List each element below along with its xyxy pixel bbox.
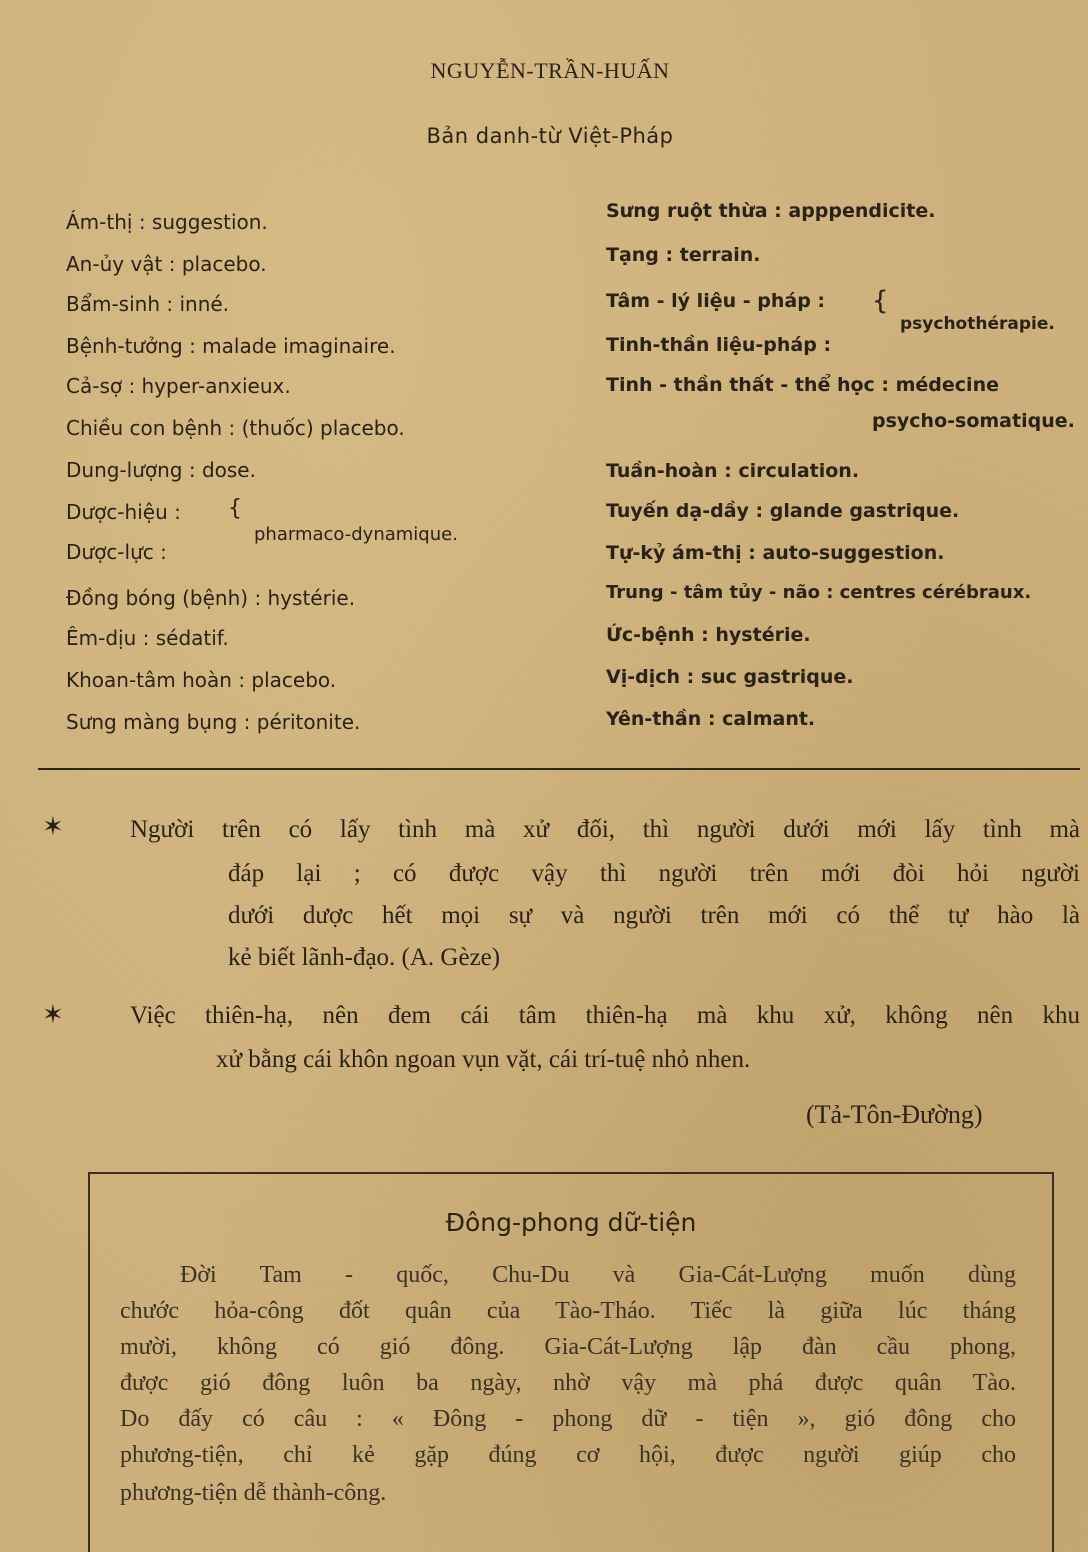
glossary-entry: Bệnh-tưởng : malade imaginaire. xyxy=(66,334,396,358)
glossary-entry: An-ủy vật : placebo. xyxy=(66,252,267,276)
quote-author: (Tả-Tôn-Đường) xyxy=(806,1100,983,1129)
glossary-entry: Đồng bóng (bệnh) : hystérie. xyxy=(66,586,356,610)
glossary-entry: Tạng : terrain. xyxy=(606,244,761,266)
glossary-entry: Ức-bệnh : hystérie. xyxy=(606,624,811,646)
glossary-entry: Tự-kỷ ám-thị : auto-suggestion. xyxy=(606,542,945,564)
glossary-entry: Tâm - lý liệu - pháp : xyxy=(606,290,826,312)
section-divider xyxy=(38,768,1080,770)
glossary-entry: Dược-hiệu : xyxy=(66,500,181,524)
glossary-entry: Trung - tâm tủy - não : centres cérébraux. xyxy=(606,582,1032,603)
glossary-entry: Cả-sợ : hyper-anxieux. xyxy=(66,374,291,398)
glossary-entry: Tinh-thần liệu-pháp : xyxy=(606,334,832,356)
glossary-entry: pharmaco-dynamique. xyxy=(254,524,458,545)
box-line: mười, không có gió đông. Gia-Cát-Lượng lập đàn cầu phong, xyxy=(120,1334,1016,1360)
glossary-entry: Yên-thần : calmant. xyxy=(606,708,816,730)
glossary-entry: Sưng ruột thừa : apppendicite. xyxy=(606,200,936,222)
quote-line: Người trên có lấy tình mà xử đối, thì người dưới mới lấy tình mà xyxy=(130,816,1080,843)
glossary-entry: Sưng màng bụng : péritonite. xyxy=(66,710,361,734)
star-icon: ✶ xyxy=(42,1000,64,1030)
glossary-title: Bản danh-từ Việt-Pháp xyxy=(426,124,674,148)
glossary-entry: Khoan-tâm hoàn : placebo. xyxy=(66,668,337,692)
author-name: NGUYỄN-TRẦN-HUẤN xyxy=(430,58,670,83)
glossary-entry: Tuyến dạ-dầy : glande gastrique. xyxy=(606,500,960,522)
box-line: Đời Tam - quốc, Chu-Du và Gia-Cát-Lượng muốn dùng xyxy=(180,1262,1016,1288)
box-line: chước hỏa-công đốt quân của Tào-Tháo. Tiếc là giữa lúc tháng xyxy=(120,1298,1016,1324)
box-line: phương-tiện, chỉ kẻ gặp đúng cơ hội, được người giúp cho xyxy=(120,1442,1016,1468)
glossary-entry: Bẩm-sinh : inné. xyxy=(66,292,230,316)
glossary-entry: Ám-thị : suggestion. xyxy=(66,210,268,234)
quote-line: dưới dược hết mọi sự và người trên mới có thể tự hào là xyxy=(228,902,1080,929)
glossary-entry: Tuần-hoàn : circulation. xyxy=(606,460,860,482)
box-line: phương-tiện dễ thành-công. xyxy=(120,1480,387,1506)
glossary-entry: psychothérapie. xyxy=(900,314,1055,334)
brace-open-icon: { xyxy=(872,286,889,316)
glossary-entry: Chiều con bệnh : (thuốc) placebo. xyxy=(66,416,405,440)
glossary-entry: Êm-dịu : sédatif. xyxy=(66,626,229,650)
box-title: Đông-phong dữ-tiện xyxy=(445,1208,697,1237)
glossary-entry: Dung-lượng : dose. xyxy=(66,458,256,482)
glossary-entry: Tinh - thần thất - thể học : médecine xyxy=(606,374,999,396)
quote-line: Việc thiên-hạ, nên đem cái tâm thiên-hạ mà khu xử, không nên khu xyxy=(130,1002,1080,1029)
glossary-entry: psycho-somatique. xyxy=(872,410,1075,432)
quote-line: kẻ biết lãnh-đạo. (A. Gèze) xyxy=(228,944,501,971)
star-icon: ✶ xyxy=(42,812,64,842)
box-line: Do đấy có câu : « Đông - phong dữ - tiện », gió đông cho xyxy=(120,1406,1016,1432)
quote-line: xử bằng cái khôn ngoan vụn vặt, cái trí-tuệ nhỏ nhen. xyxy=(216,1046,751,1073)
glossary-entry: Dược-lực : xyxy=(66,540,167,564)
brace-open-icon: { xyxy=(228,496,242,521)
quote-line: đáp lại ; có được vậy thì người trên mới đòi hỏi người xyxy=(228,860,1080,887)
box-line: được gió đông luôn ba ngày, nhờ vậy mà phá được quân Tào. xyxy=(120,1370,1016,1396)
glossary-entry: Vị-dịch : suc gastrique. xyxy=(606,666,854,688)
